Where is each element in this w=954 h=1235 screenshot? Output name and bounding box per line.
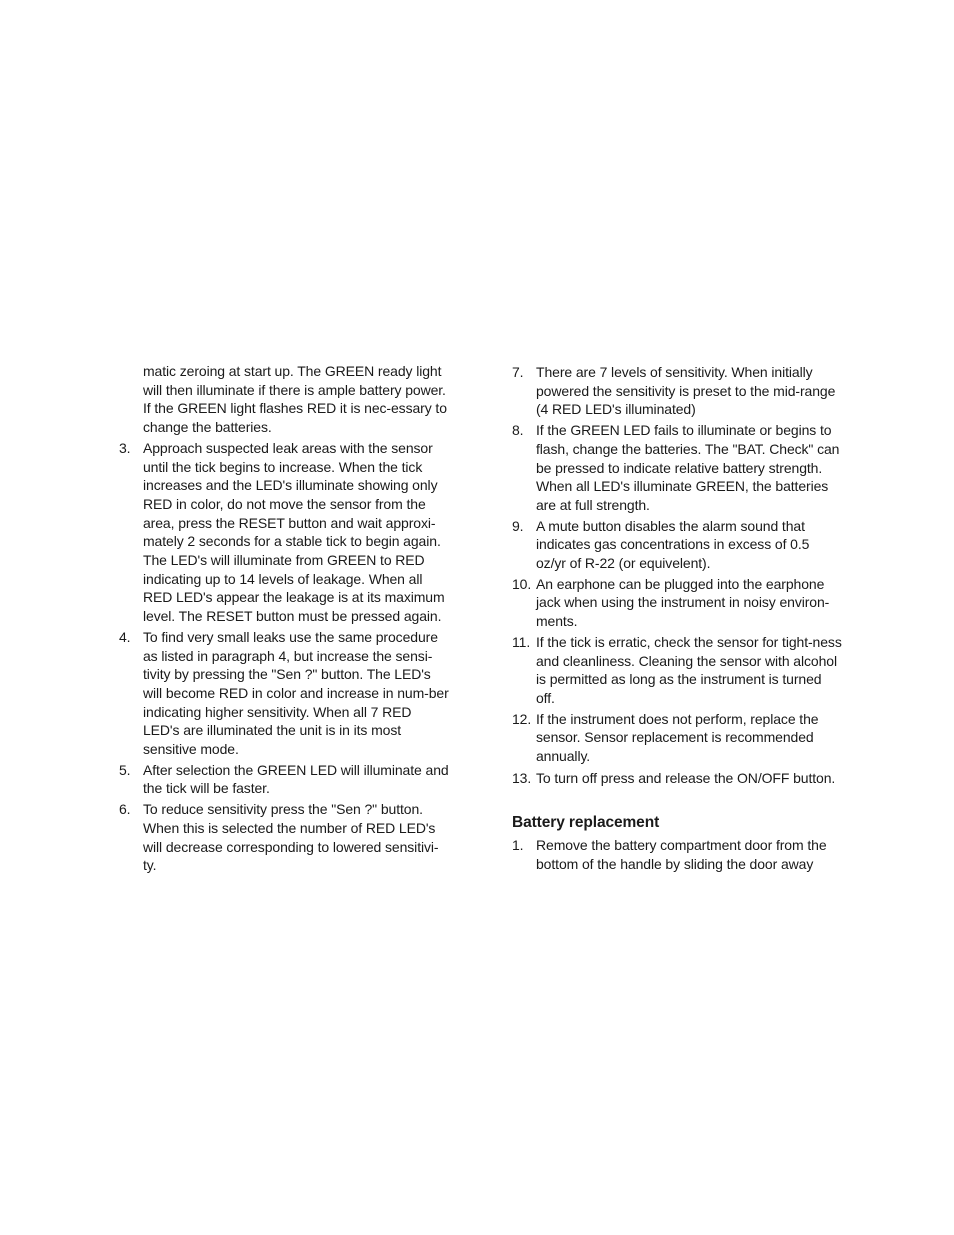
list-item-7 bbox=[512, 363, 842, 419]
battery-list-item-1 bbox=[512, 836, 842, 873]
item-number: 5. bbox=[119, 761, 131, 778]
left-column bbox=[119, 362, 449, 875]
item-number: 1. bbox=[512, 837, 524, 854]
item-number: 9. bbox=[512, 517, 524, 534]
item-number: 8. bbox=[512, 422, 524, 439]
right-column bbox=[512, 363, 842, 874]
continuation-paragraph: matic zeroing at start up. The GREEN ready light will then illuminate if there is ample battery power. If the GREEN light flashes RED it is nec-essary to change the batteries. bbox=[143, 363, 447, 436]
list-item-6 bbox=[119, 800, 449, 875]
item-text: A mute button disables the alarm sound that indicates gas concentrations in excess of 0.5 oz/yr of R-22 (or equivelent). bbox=[536, 517, 810, 572]
item-number: 11. bbox=[512, 633, 531, 650]
item-text: If the GREEN LED fails to illuminate or begins to flash, change the batteries. The "BAT. Check" can be pressed to indicate relative battery strength. When all LED's illuminate GREEN, the batteries are at full strength. bbox=[536, 422, 840, 513]
section-heading: Battery replacement bbox=[512, 814, 660, 832]
list-item-3 bbox=[119, 439, 449, 626]
item-text: Approach suspected leak areas with the sensor until the tick begins to increase. When the tick increases and the LED's illuminate showing only RED in color, do not move the sensor from the area, press the RESET button and wait approxi-mately 2 seconds for a stable tick to begin again. The LED's will illuminate from GREEN to RED indicating up to 14 levels of leakage. When all RED LED's appear the leakage is at its maximum level. The RESET button must be pressed again. bbox=[143, 439, 445, 625]
list-item-10 bbox=[512, 575, 842, 631]
item-text: If the instrument does not perform, replace the sensor. Sensor replacement is recommended annually. bbox=[536, 710, 819, 765]
list-item-9 bbox=[512, 517, 842, 573]
item-text: An earphone can be plugged into the earphone jack when using the instrument in noisy environ-ments. bbox=[536, 575, 830, 630]
item-number: 7. bbox=[512, 364, 524, 380]
list-item-13 bbox=[512, 769, 842, 788]
item-text: If the tick is erratic, check the sensor for tight-ness and cleanliness. Cleaning the sensor with alcohol is permitted as long as the instrument is turned off. bbox=[536, 633, 842, 706]
item-number: 12. bbox=[512, 710, 532, 727]
list-item-8 bbox=[512, 421, 842, 515]
item-text: To turn off press and release the ON/OFF button. bbox=[536, 769, 836, 786]
item-text: To reduce sensitivity press the "Sen ?" button. When this is selected the number of RED LED's will decrease corresponding to lowered sensitivi-ty. bbox=[143, 801, 439, 874]
item-text: There are 7 levels of sensitivity. When initially powered the sensitivity is preset to the mid-range (4 RED LED's illuminated) bbox=[536, 364, 836, 418]
list-item-12 bbox=[512, 710, 842, 766]
item-text: After selection the GREEN LED will illuminate and the tick will be faster. bbox=[143, 761, 449, 797]
list-item-4 bbox=[119, 628, 449, 759]
item-number: 13. bbox=[512, 769, 532, 786]
item-number: 3. bbox=[119, 439, 131, 456]
item-number: 6. bbox=[119, 801, 131, 818]
list-item-11 bbox=[512, 633, 842, 708]
item-text: To find very small leaks use the same procedure as listed in paragraph 4, but increase the sensi-tivity by pressing the "Sen ?" button. The LED's will become RED in color and increase in num-ber indicating higher sensitivity. When all 7 RED LED's are illuminated the unit is in its most sensitive mode. bbox=[143, 628, 449, 758]
list-item-5 bbox=[119, 761, 449, 798]
item-number: 10. bbox=[512, 575, 532, 592]
item-text: Remove the battery compartment door from the bottom of the handle by sliding the door away bbox=[536, 837, 827, 873]
item-number: 4. bbox=[119, 628, 131, 645]
